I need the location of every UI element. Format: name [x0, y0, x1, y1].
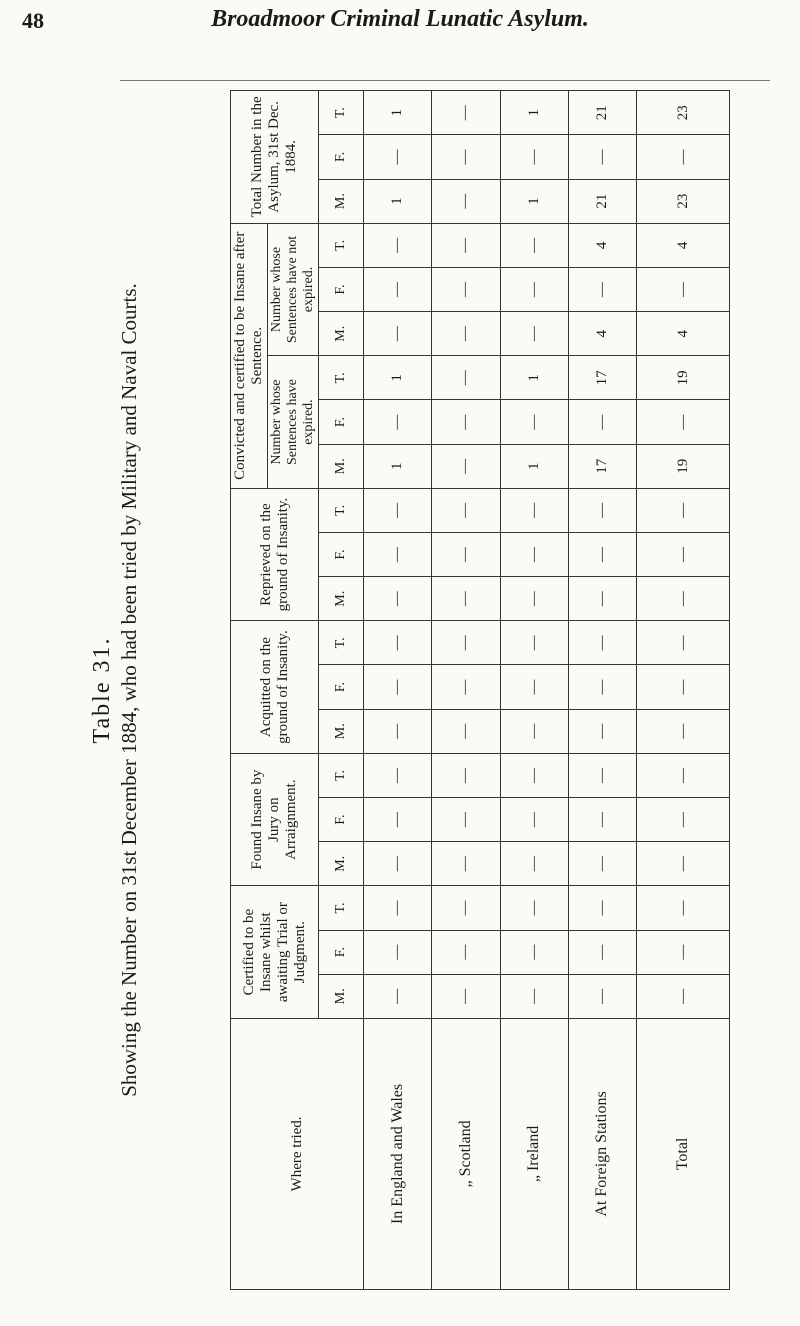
table-cell: —: [568, 577, 636, 621]
table-cell: —: [364, 488, 432, 532]
table-row: [500, 91, 568, 1290]
table-cell: —: [637, 621, 730, 665]
mft-header-cell: M.: [319, 179, 364, 223]
table-cell: —: [637, 753, 730, 797]
table-cell: —: [637, 488, 730, 532]
table-cell: —: [500, 312, 568, 356]
subgroup-header-expired: Number whose Sentences have expired.: [268, 356, 319, 489]
table-cell: —: [432, 400, 500, 444]
table-cell: 1: [364, 179, 432, 223]
mft-header-cell: M.: [319, 842, 364, 886]
table-cell: —: [568, 753, 636, 797]
table-cell: —: [432, 930, 500, 974]
mft-header-cell: F.: [319, 532, 364, 576]
group-header-found-insane: Found Insane by Jury on Arraignment.: [231, 753, 319, 886]
page-number: 48: [22, 8, 44, 33]
mft-header-cell: F.: [319, 135, 364, 179]
table-cell: 21: [568, 179, 636, 223]
table-cell: 19: [637, 356, 730, 400]
table-body: [364, 91, 730, 1290]
table-label: Table 31.: [89, 636, 115, 744]
table-cell: —: [568, 930, 636, 974]
table-cell: 23: [637, 91, 730, 135]
table-cell: —: [364, 532, 432, 576]
table-cell: —: [637, 798, 730, 842]
table-cell: —: [364, 665, 432, 709]
table-cell: —: [568, 488, 636, 532]
table-cell: —: [364, 709, 432, 753]
table-cell: —: [500, 753, 568, 797]
table-cell: —: [500, 621, 568, 665]
table-cell: 1: [500, 444, 568, 488]
mft-header-cell: T.: [319, 621, 364, 665]
table-cell: —: [568, 135, 636, 179]
table-cell: —: [364, 400, 432, 444]
place-label: At Foreign Stations: [568, 1018, 636, 1289]
table-cell: —: [568, 798, 636, 842]
group-header-acquitted: Acquitted on the ground of Insanity.: [231, 621, 319, 754]
mft-header-cell: T.: [319, 488, 364, 532]
table-cell: —: [432, 665, 500, 709]
table-cell: —: [637, 974, 730, 1018]
table-cell: 23: [637, 179, 730, 223]
table-cell: —: [500, 577, 568, 621]
subgroup-header-not-expired: Number whose Sentences have not expired.: [268, 223, 319, 356]
table-cell: 1: [364, 444, 432, 488]
table-cell: —: [637, 532, 730, 576]
table-cell: —: [364, 842, 432, 886]
table-cell: —: [568, 267, 636, 311]
table-cell: —: [432, 532, 500, 576]
table-cell: —: [432, 753, 500, 797]
table-cell: —: [432, 135, 500, 179]
table-cell: —: [432, 974, 500, 1018]
mft-header-cell: M.: [319, 974, 364, 1018]
table-cell: —: [637, 135, 730, 179]
table-row: [432, 91, 500, 1290]
table-caption: Showing the Number on 31st December 1884, who had been tried by Military and Naval Courts.: [117, 283, 141, 1097]
table-cell: —: [432, 621, 500, 665]
table-cell: 4: [568, 223, 636, 267]
table-cell: —: [432, 356, 500, 400]
data-table: [230, 90, 730, 1290]
mft-header-cell: F.: [319, 400, 364, 444]
table-cell: —: [637, 400, 730, 444]
group-header-convicted: Convicted and certified to be Insane after Sentence.: [231, 223, 268, 488]
table-cell: —: [568, 886, 636, 930]
mft-header-cell: T.: [319, 223, 364, 267]
table-cell: —: [568, 974, 636, 1018]
table-cell: 4: [637, 223, 730, 267]
table-cell: 17: [568, 356, 636, 400]
header-rule: [120, 80, 770, 81]
table-cell: —: [432, 444, 500, 488]
rotated-table-container: [230, 90, 730, 1290]
table-cell: —: [364, 312, 432, 356]
mft-header-cell: F.: [319, 930, 364, 974]
table-cell: —: [500, 709, 568, 753]
table-cell: —: [568, 665, 636, 709]
table-cell: —: [364, 223, 432, 267]
total-label: Total: [637, 1018, 730, 1289]
table-cell: —: [432, 488, 500, 532]
table-cell: —: [432, 577, 500, 621]
table-cell: —: [568, 709, 636, 753]
table-cell: —: [568, 842, 636, 886]
total-row: [637, 91, 730, 1290]
table-cell: —: [500, 488, 568, 532]
table-cell: —: [432, 223, 500, 267]
table-cell: —: [364, 886, 432, 930]
mft-header-cell: T.: [319, 753, 364, 797]
table-cell: —: [637, 842, 730, 886]
group-header-reprieved: Reprieved on the ground of Insanity.: [231, 488, 319, 621]
table-cell: —: [364, 930, 432, 974]
table-cell: —: [364, 577, 432, 621]
table-cell: —: [637, 886, 730, 930]
running-title: Broadmoor Criminal Lunatic Asylum.: [211, 6, 589, 32]
table-row: [364, 91, 432, 1290]
table-cell: —: [500, 974, 568, 1018]
table-cell: —: [637, 665, 730, 709]
where-tried-header: Where tried.: [231, 1018, 364, 1289]
table-cell: 1: [500, 91, 568, 135]
group-header-certified: Certified to be Insane whilst awaiting Trial or Judgment.: [231, 886, 319, 1019]
table-cell: —: [432, 91, 500, 135]
table-cell: —: [432, 179, 500, 223]
mft-header-cell: F.: [319, 665, 364, 709]
table-cell: —: [364, 974, 432, 1018]
mft-header-cell: F.: [319, 798, 364, 842]
place-label: „ Ireland: [500, 1018, 568, 1289]
table-cell: —: [432, 886, 500, 930]
table-cell: —: [432, 798, 500, 842]
table-cell: —: [500, 930, 568, 974]
table-cell: —: [500, 400, 568, 444]
place-label: „ Scotland: [432, 1018, 500, 1289]
group-header-total-number: Total Number in the Asylum, 31st Dec. 1884.: [231, 91, 319, 224]
table-cell: —: [432, 267, 500, 311]
table-cell: —: [500, 842, 568, 886]
table-cell: 1: [500, 179, 568, 223]
table-cell: —: [637, 267, 730, 311]
mft-header-cell: T.: [319, 356, 364, 400]
table-cell: —: [637, 930, 730, 974]
mft-header-cell: M.: [319, 577, 364, 621]
table-cell: —: [364, 267, 432, 311]
table-cell: —: [568, 621, 636, 665]
table-cell: —: [432, 312, 500, 356]
table-cell: —: [500, 532, 568, 576]
table-cell: —: [500, 223, 568, 267]
mft-header-cell: M.: [319, 444, 364, 488]
table-cell: 1: [500, 356, 568, 400]
table-cell: —: [364, 798, 432, 842]
table-row: [568, 91, 636, 1290]
table-cell: —: [637, 709, 730, 753]
table-cell: 1: [364, 91, 432, 135]
table-cell: —: [500, 135, 568, 179]
table-cell: —: [500, 886, 568, 930]
mft-header-cell: M.: [319, 709, 364, 753]
table-cell: 4: [568, 312, 636, 356]
table-cell: —: [500, 665, 568, 709]
table-cell: 21: [568, 91, 636, 135]
mft-header-cell: F.: [319, 267, 364, 311]
place-label: In England and Wales: [364, 1018, 432, 1289]
table-cell: 1: [364, 356, 432, 400]
table-cell: —: [364, 621, 432, 665]
table-caption-block: [88, 90, 141, 1290]
mft-header-cell: T.: [319, 886, 364, 930]
mft-header-cell: T.: [319, 91, 364, 135]
table-cell: —: [432, 842, 500, 886]
table-cell: —: [364, 135, 432, 179]
table-cell: 17: [568, 444, 636, 488]
table-cell: —: [432, 709, 500, 753]
table-cell: 4: [637, 312, 730, 356]
table-cell: —: [500, 267, 568, 311]
table-cell: —: [568, 532, 636, 576]
table-cell: —: [637, 577, 730, 621]
mft-header-cell: M.: [319, 312, 364, 356]
table-frame: [230, 90, 730, 1290]
table-cell: —: [364, 753, 432, 797]
table-cell: —: [568, 400, 636, 444]
table-cell: —: [500, 798, 568, 842]
table-cell: 19: [637, 444, 730, 488]
